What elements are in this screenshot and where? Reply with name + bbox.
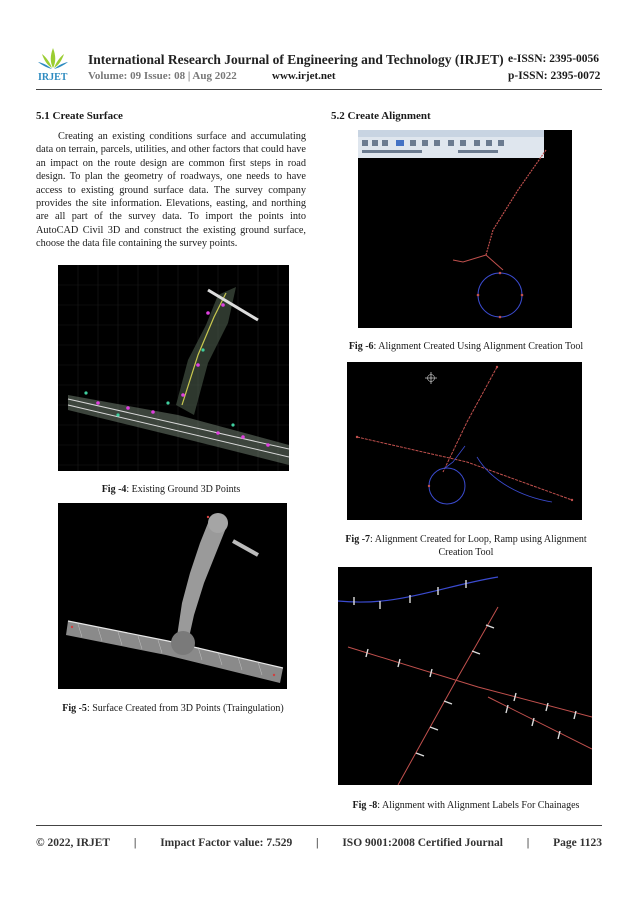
figure-5-image bbox=[58, 503, 287, 689]
figure-6-caption bbox=[328, 340, 604, 353]
body-paragraph: Creating an existing conditions surface and accumulating data on terrain, parcels, utilities, and other factors that could have an impact on the route design are common first steps in road design. To plan the geometry of roadways, one needs to have access to existing ground surface data. The survey company provides the site information. Elevations, easting, and northing are all part of the survey data. To import the points into AutoCAD Civil 3D and construct the existing ground surface, choose the data file containing the survey points. bbox=[36, 131, 306, 250]
footer-separator: | bbox=[133, 837, 137, 849]
figure-5-text: : Surface Created from 3D Points (Traingulation) bbox=[86, 703, 284, 714]
journal-url[interactable]: www.irjet.net bbox=[272, 70, 336, 82]
footer-separator: | bbox=[316, 837, 319, 849]
figure-4-caption bbox=[36, 483, 306, 496]
section-heading-create-surface: 5.1 Create Surface bbox=[36, 110, 123, 122]
footer bbox=[36, 837, 602, 849]
figure-7-label: Fig -7 bbox=[345, 534, 371, 545]
irjet-logo bbox=[36, 46, 70, 84]
figure-5-caption bbox=[36, 702, 310, 715]
volume-issue: Volume: 09 Issue: 08 | Aug 2022 bbox=[88, 70, 237, 82]
figure-6-image bbox=[358, 130, 572, 328]
footer-copyright: © 2022, IRJET bbox=[36, 837, 111, 849]
header-rule bbox=[36, 89, 602, 90]
logo-text: IRJET bbox=[38, 72, 68, 83]
figure-4-label: Fig -4 bbox=[101, 484, 127, 495]
figure-8-image bbox=[338, 567, 592, 785]
figure-4-image bbox=[58, 265, 289, 471]
footer-separator: | bbox=[526, 837, 530, 849]
journal-title: International Research Journal of Engineering and Technology (IRJET) bbox=[88, 52, 504, 67]
figure-5-label: Fig -5 bbox=[62, 703, 87, 714]
eissn: e-ISSN: 2395-0056 bbox=[508, 53, 600, 65]
figure-4-text: : Existing Ground 3D Points bbox=[126, 484, 241, 495]
figure-7-image bbox=[347, 362, 582, 520]
footer-page-number: Page 1123 bbox=[553, 837, 602, 849]
footer-rule bbox=[36, 825, 602, 826]
pissn: p-ISSN: 2395-0072 bbox=[508, 70, 601, 82]
figure-7-text: : Alignment Created for Loop, Ramp using Alignment Creation Tool bbox=[370, 534, 587, 558]
figure-8-label: Fig -8 bbox=[352, 800, 378, 811]
section-heading-create-alignment: 5.2 Create Alignment bbox=[331, 110, 431, 122]
figure-8-caption bbox=[328, 799, 604, 812]
figure-7-caption bbox=[328, 533, 604, 559]
figure-6-text: : Alignment Created Using Alignment Creation Tool bbox=[373, 341, 584, 352]
figure-8-text: : Alignment with Alignment Labels For Chainages bbox=[377, 800, 580, 811]
footer-iso: ISO 9001:2008 Certified Journal bbox=[342, 837, 504, 849]
footer-impact-factor: Impact Factor value: 7.529 bbox=[160, 837, 293, 849]
figure-6-label: Fig -6 bbox=[348, 341, 374, 352]
